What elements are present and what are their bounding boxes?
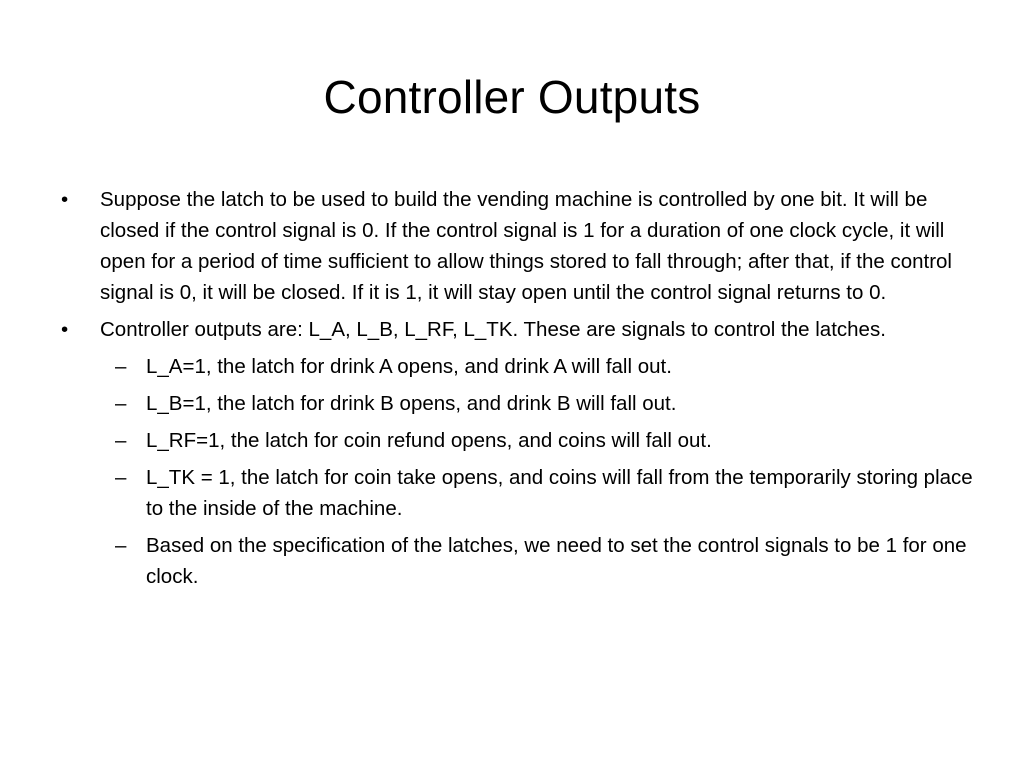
sub-bullet-item <box>58 388 973 419</box>
sub-bullet-list <box>58 351 973 592</box>
dash-marker: – <box>115 466 127 489</box>
bullet-text: Controller outputs are: L_A, L_B, L_RF, L_TK. These are signals to control the latches. <box>100 318 886 341</box>
slide-content <box>58 184 973 592</box>
bullet-marker: • <box>61 318 69 341</box>
sub-bullet-item <box>58 425 973 456</box>
sub-bullet-text: Based on the specification of the latches, we need to set the control signals to be 1 for one clock. <box>146 534 967 588</box>
bullet-text: Suppose the latch to be used to build the vending machine is controlled by one bit. It will be closed if the control signal is 0. If the control signal is 1 for a duration of one clock cycle, it will open for a period of time sufficient to allow things stored to fall through; after that, if the control signal is 0, it will be closed. If it is 1, it will stay open until the control signal returns to 0. <box>100 188 952 304</box>
bullet-item <box>58 314 973 345</box>
sub-bullet-text: L_TK = 1, the latch for coin take opens, and coins will fall from the temporarily storing place to the inside of the machine. <box>146 466 973 520</box>
dash-marker: – <box>115 392 127 415</box>
dash-marker: – <box>115 429 127 452</box>
bullet-item <box>58 184 973 308</box>
bullet-marker: • <box>61 188 69 211</box>
sub-bullet-text: L_RF=1, the latch for coin refund opens, and coins will fall out. <box>146 429 712 452</box>
sub-bullet-text: L_A=1, the latch for drink A opens, and drink A will fall out. <box>146 355 672 378</box>
sub-bullet-item <box>58 351 973 382</box>
bullet-list <box>58 184 973 345</box>
sub-bullet-item <box>58 462 973 524</box>
dash-marker: – <box>115 355 127 378</box>
sub-bullet-text: L_B=1, the latch for drink B opens, and drink B will fall out. <box>146 392 677 415</box>
dash-marker: – <box>115 534 127 557</box>
slide-title: Controller Outputs <box>323 71 701 123</box>
sub-bullet-item <box>58 530 973 592</box>
